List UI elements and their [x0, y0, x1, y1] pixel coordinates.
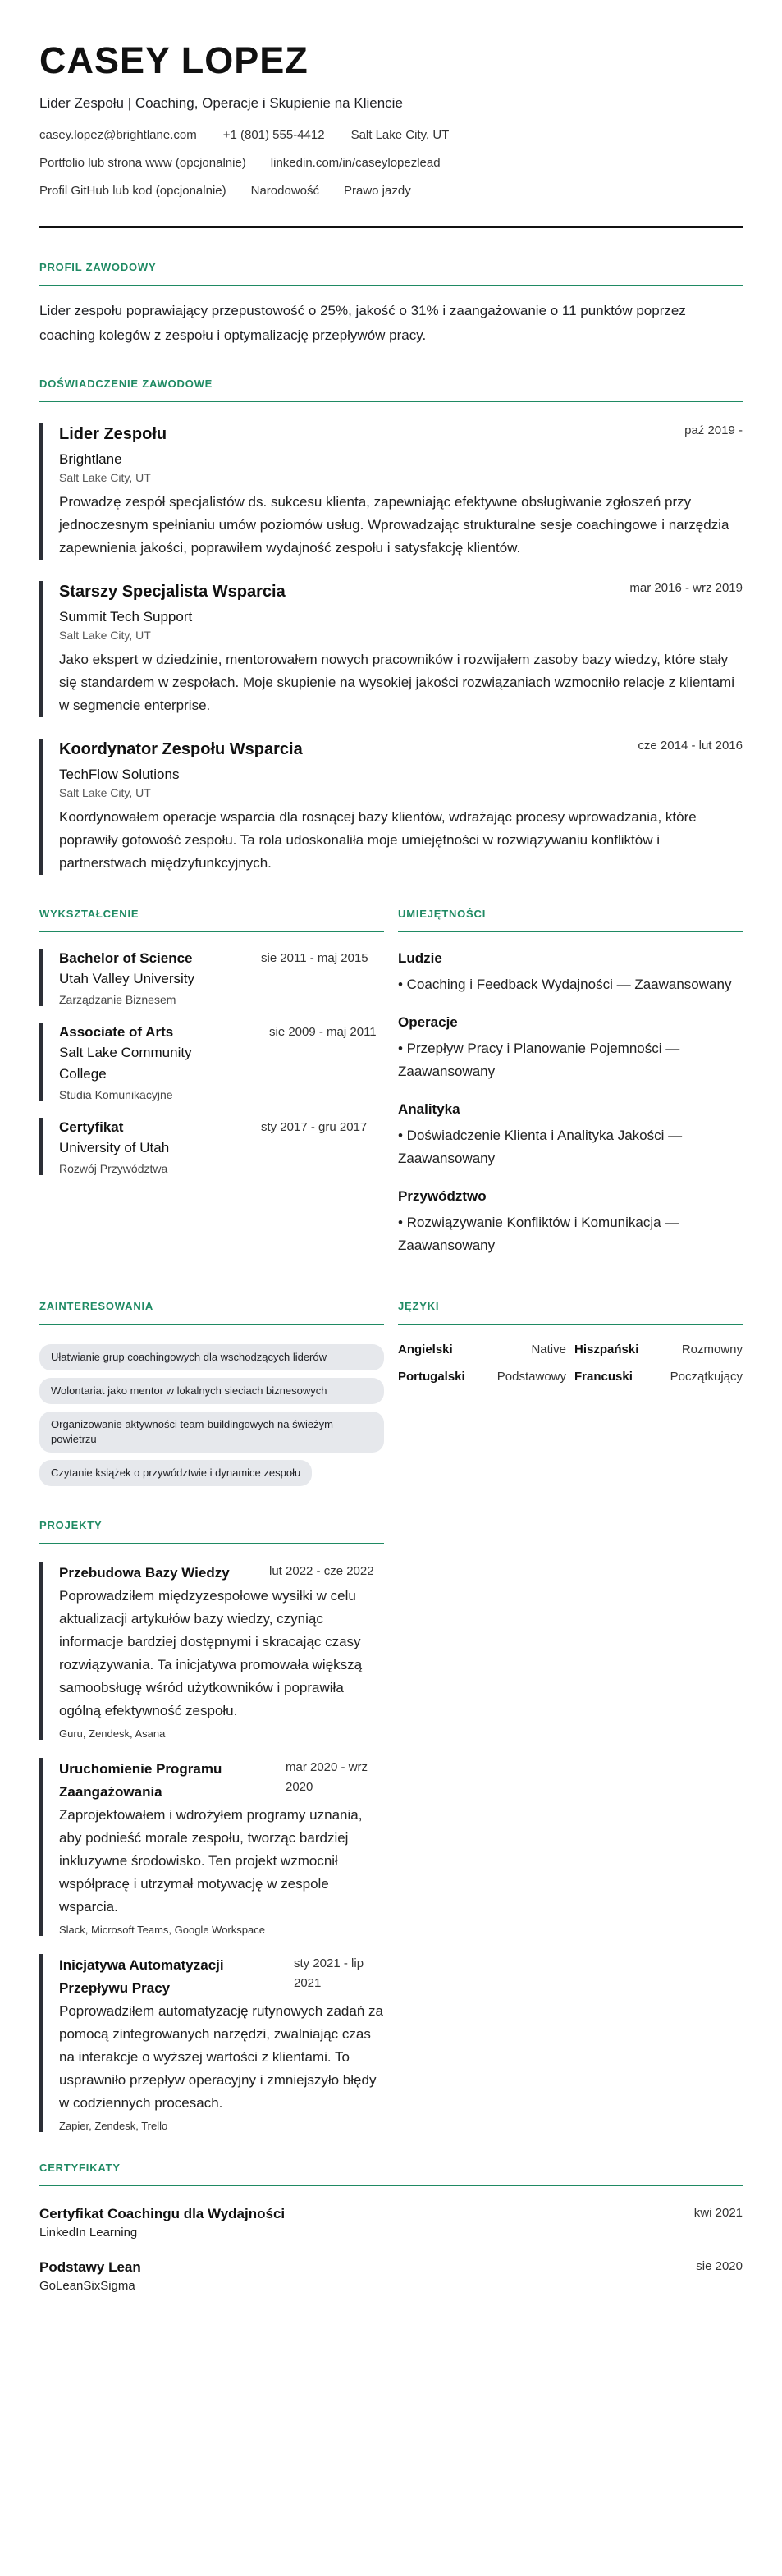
experience-item [39, 423, 743, 560]
summary-section [39, 261, 743, 348]
language-name: Portugalski [398, 1370, 465, 1384]
section-title-projects: PROJEKTY [39, 1519, 103, 1531]
interests-section [39, 1300, 384, 1486]
certification-name: Podstawy Lean [39, 2259, 141, 2275]
experience-role: Koordynator Zespołu Wsparcia [59, 740, 303, 758]
experience-date: paź 2019 - [684, 423, 743, 437]
section-divider [39, 1324, 384, 1325]
project-description: Zaprojektowałem i wdrożyłem programy uznania, aby podnieść morale zespołu, tworząc bardziej inkluzywne środowisko. Ten projekt wzmocnił współpracę i utrzymał motywację w zespole wsparcia. [59, 1807, 363, 1915]
skill-group [398, 950, 743, 996]
summary-text: Lider zespołu poprawiający przepustowość o 25%, jakość o 31% i zaangażowanie o 11 punktów poprzez coaching kolegów z zespołu i optymalizację przepływów pracy. [39, 303, 686, 343]
experience-location: Salt Lake City, UT [59, 471, 151, 484]
education-field: Rozwój Przywództwa [59, 1162, 168, 1175]
skill-entry: • Coaching i Feedback Wydajności — Zaawansowany [398, 977, 732, 992]
project-item [39, 1562, 384, 1740]
education-school: University of Utah [59, 1140, 170, 1155]
education-degree: Bachelor of Science [59, 950, 193, 966]
education-degree: Certyfikat [59, 1119, 124, 1135]
header-divider [39, 226, 743, 228]
skill-entry: • Rozwiązywanie Konfliktów i Komunikacja — Zaawansowany [398, 1215, 679, 1253]
education-field: Studia Komunikacyjne [59, 1088, 173, 1101]
project-title: Przebudowa Bazy Wiedzy [59, 1565, 230, 1581]
experience-company: Brightlane [59, 451, 122, 467]
certification-issuer: LinkedIn Learning [39, 2226, 138, 2240]
section-divider [39, 1543, 384, 1544]
education-degree: Associate of Arts [59, 1024, 174, 1040]
candidate-tagline: Lider Zespołu | Coaching, Operacje i Skupienie na Kliencie [39, 95, 403, 111]
certification-date: sie 2020 [696, 2259, 743, 2273]
contact-github[interactable]: Profil GitHub lub kod (opcjonalnie) [39, 184, 226, 198]
skill-category: Przywództwo [398, 1188, 487, 1204]
experience-item [39, 739, 743, 875]
language-level: Początkujący [670, 1370, 743, 1384]
experience-company: TechFlow Solutions [59, 766, 180, 782]
section-title-certifications: CERTYFIKATY [39, 2162, 121, 2174]
education-item [39, 1023, 384, 1101]
experience-location: Salt Lake City, UT [59, 786, 151, 799]
section-divider [398, 1324, 743, 1325]
experience-company: Summit Tech Support [59, 609, 193, 625]
language-item [574, 1370, 743, 1384]
project-title: Uruchomienie Programu Zaangażowania [59, 1761, 222, 1800]
experience-description: Koordynowałem operacje wsparcia dla rosnącej bazy klientów, wdrażając procesy wprowadzania, które poprawiły gotowość zespołu. Ta rola udoskonaliła moje umiejętności w rozwiązywaniu konfliktów i partnerstwach międzyfunkcyjnych. [59, 809, 697, 871]
skills-section [398, 908, 743, 1257]
project-title: Inicjatywa Automatyzacji Przepływu Pracy [59, 1957, 224, 1996]
certification-name: Certyfikat Coachingu dla Wydajności [39, 2206, 286, 2221]
project-item [39, 1954, 384, 2132]
experience-date: mar 2016 - wrz 2019 [629, 581, 743, 595]
education-item [39, 949, 384, 1006]
resume-header [39, 39, 743, 228]
certification-item [39, 2259, 743, 2293]
contact-location: Salt Lake City, UT [350, 128, 450, 142]
skill-group [398, 1014, 743, 1083]
candidate-name: CASEY LOPEZ [39, 39, 309, 81]
skill-group [398, 1101, 743, 1170]
contact-portfolio[interactable]: Portfolio lub strona www (opcjonalnie) [39, 156, 246, 170]
project-item [39, 1758, 384, 1936]
experience-item [39, 581, 743, 717]
project-description: Poprowadziłem międzyzespołowe wysiłki w celu aktualizacji artykułów bazy wiedzy, czyniąc informacje bardziej dostępnymi i skracając czasy rozwiązywania. Ta inicjatywa promowała większą samoobsługę wśród użytkowników i poprawiła ogólną efektywność zespołu. [59, 1588, 363, 1718]
education-item [39, 1118, 384, 1175]
language-item [574, 1343, 743, 1357]
experience-location: Salt Lake City, UT [59, 629, 151, 642]
experience-description: Jako ekspert w dziedzinie, mentorowałem nowych pracowników i rozwijałem zasoby bazy wiedzy, które stały się standardem w zespołach. Moje skupienie na wysokiej jakości rozwiązaniach wzmocniło relacje z klientami w segmencie enterprise. [59, 652, 734, 713]
certification-issuer: GoLeanSixSigma [39, 2279, 135, 2293]
interest-chip: Wolontariat jako mentor w lokalnych sieciach biznesowych [39, 1378, 384, 1404]
contact-row [39, 128, 743, 142]
contact-license: Prawo jazdy [344, 184, 411, 198]
experience-role: Lider Zespołu [59, 425, 167, 443]
certification-date: kwi 2021 [693, 2206, 743, 2220]
language-item [398, 1343, 566, 1357]
skill-category: Analityka [398, 1101, 460, 1117]
skill-entry: • Przepływ Pracy i Planowanie Pojemności — Zaawansowany [398, 1041, 680, 1079]
language-level: Rozmowny [681, 1343, 743, 1357]
interest-chips [39, 1337, 384, 1486]
interest-chip: Ułatwianie grup coachingowych dla wschodzących liderów [39, 1344, 384, 1370]
certifications-section [39, 2162, 743, 2293]
education-date: sie 2011 - maj 2015 [261, 951, 368, 965]
language-grid [398, 1343, 743, 1384]
section-divider [39, 931, 384, 932]
education-date: sie 2009 - maj 2011 [269, 1025, 377, 1039]
experience-description: Prowadzę zespół specjalistów ds. sukcesu klienta, zapewniając efektywne obsługiwanie zgłoszeń przy jednoczesnym spełnianiu umów poziomów usług. Wprowadzając strukturalne sesje coachingowe i narzędzia zapewnienia jakości, poprawiłem wydajność zespołu i satysfakcję klientów. [59, 494, 729, 556]
education-section [39, 908, 384, 1257]
education-skills-row [39, 908, 743, 1257]
language-level: Podstawowy [496, 1370, 566, 1384]
section-title-experience: DOŚWIADCZENIE ZAWODOWE [39, 377, 213, 390]
interest-chip: Organizowanie aktywności team-buildingowych na świeżym powietrzu [39, 1412, 384, 1453]
contact-email[interactable]: casey.lopez@brightlane.com [39, 128, 197, 142]
certification-item [39, 2206, 743, 2240]
project-date: sty 2021 - lip 2021 [294, 1956, 364, 1990]
project-tools: Guru, Zendesk, Asana [59, 1727, 166, 1740]
projects-section [39, 1519, 384, 2132]
education-school: Utah Valley University [59, 971, 195, 986]
section-title-interests: ZAINTERESOWANIA [39, 1300, 154, 1312]
project-tools: Zapier, Zendesk, Trello [59, 2120, 168, 2132]
language-name: Angielski [398, 1343, 453, 1357]
experience-section [39, 377, 743, 875]
section-divider [39, 2185, 743, 2186]
education-school: Salt Lake Community College [59, 1045, 192, 1082]
project-date: lut 2022 - cze 2022 [269, 1564, 374, 1578]
section-divider [39, 285, 743, 286]
section-title-languages: JĘZYKI [398, 1300, 440, 1312]
interests-languages-row [39, 1300, 743, 1486]
contact-linkedin[interactable]: linkedin.com/in/caseylopezlead [270, 156, 441, 170]
skill-entry: • Doświadczenie Klienta i Analityka Jakości — Zaawansowany [398, 1128, 683, 1166]
contact-phone[interactable]: +1 (801) 555-4412 [222, 128, 325, 142]
section-title-skills: UMIEJĘTNOŚCI [398, 908, 487, 920]
language-level: Native [531, 1343, 566, 1357]
project-description: Poprowadziłem automatyzację rutynowych zadań za pomocą zintegrowanych narzędzi, zwalniając czas na interakcje o wyższej wartości z klientami. To usprawniło przepływ operacyjny i zmniejszyło błędy w codziennych procesach. [59, 2003, 383, 2111]
project-date: mar 2020 - wrz 2020 [286, 1760, 368, 1794]
interest-chip: Czytanie książek o przywództwie i dynamice zespołu [39, 1460, 312, 1486]
education-field: Zarządzanie Biznesem [59, 993, 176, 1006]
language-item [398, 1370, 566, 1384]
section-divider [39, 401, 743, 402]
languages-section [398, 1300, 743, 1486]
experience-date: cze 2014 - lut 2016 [638, 739, 743, 753]
contact-nationality: Narodowość [250, 184, 319, 198]
contact-row-links [39, 156, 743, 170]
section-title-education: WYKSZTAŁCENIE [39, 908, 139, 920]
skill-category: Operacje [398, 1014, 458, 1030]
language-name: Francuski [574, 1370, 633, 1384]
contact-row-extra [39, 184, 743, 198]
skill-category: Ludzie [398, 950, 442, 966]
section-title-summary: PROFIL ZAWODOWY [39, 261, 157, 273]
experience-role: Starszy Specjalista Wsparcia [59, 583, 286, 601]
education-date: sty 2017 - gru 2017 [261, 1120, 368, 1134]
project-tools: Slack, Microsoft Teams, Google Workspace [59, 1924, 265, 1936]
skill-group [398, 1188, 743, 1257]
section-divider [398, 931, 743, 932]
language-name: Hiszpański [574, 1343, 639, 1357]
